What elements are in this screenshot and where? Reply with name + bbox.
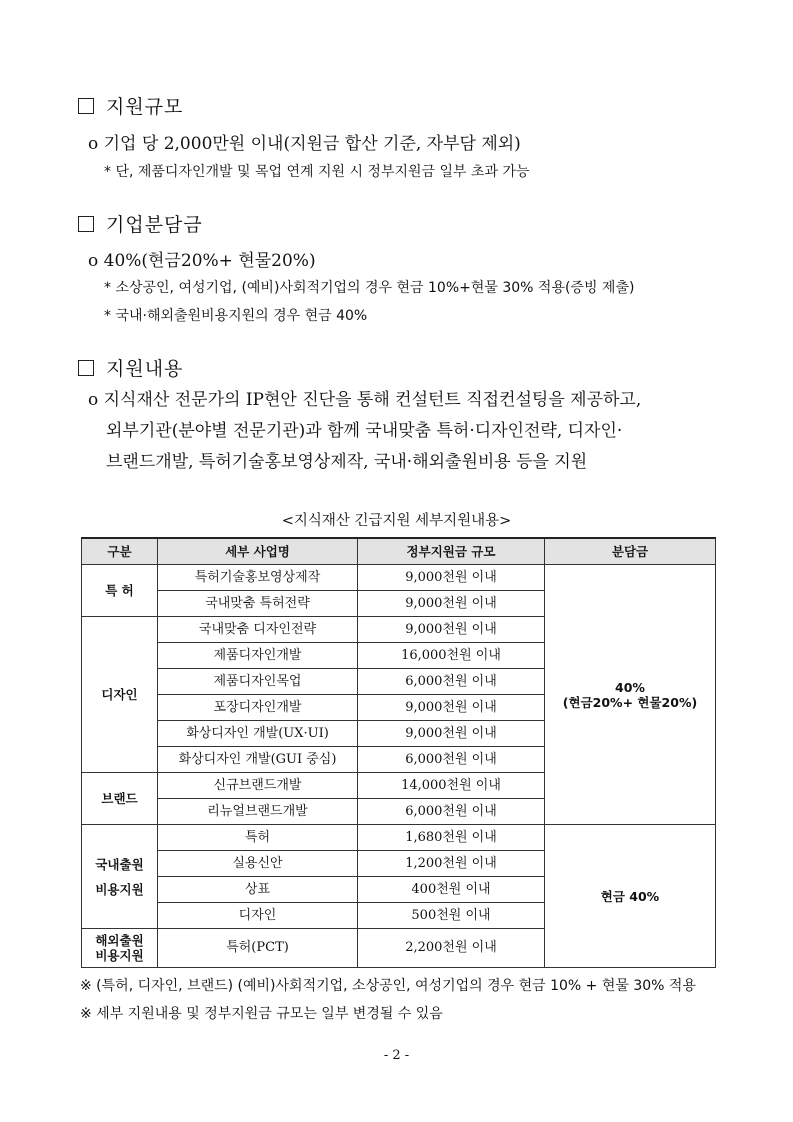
category-design: 디자인 (82, 617, 158, 773)
share-filing: 현금 40% (545, 825, 716, 968)
program-amount: 9,000천원 이내 (358, 591, 545, 617)
category-patent: 특 허 (82, 565, 158, 617)
footnote-1: ※ (특허, 디자인, 브랜드) (예비)사회적기업, 소상공인, 여성기업의 경우 현금 10% + 현물 30% 적용 (80, 978, 696, 994)
page-number: - 2 - (383, 1048, 410, 1063)
program-amount: 9,000천원 이내 (358, 721, 545, 747)
program-name: 실용신안 (158, 851, 358, 877)
program-amount: 6,000천원 이내 (358, 669, 545, 695)
program-name: 신규브랜드개발 (158, 773, 358, 799)
program-amount: 9,000천원 이내 (358, 617, 545, 643)
program-name: 국내맞춤 디자인전략 (158, 617, 358, 643)
content-paragraph: o 지식재산 전문가의 IP현안 진단을 통해 컨설턴트 직접컨설팅을 제공하고, 외부기관(분야별 전문기관)과 함께 국내맞춤 특허·디자인전략, 디자인· 브랜드개발, 특허기술홍보영상제작, 국내·해외출원비용 등을 지원 (88, 390, 642, 472)
program-amount: 400천원 이내 (358, 877, 545, 903)
share-general: 40% (현금20%+ 현물20%) (545, 565, 716, 825)
program-amount: 9,000천원 이내 (358, 695, 545, 721)
program-amount: 1,680천원 이내 (358, 825, 545, 851)
table-caption: <지식재산 긴급지원 세부지원내용> (281, 513, 512, 529)
table-row (82, 565, 716, 591)
header-amount: 정부지원금 규모 (358, 538, 545, 565)
program-name: 디자인 (158, 903, 358, 929)
header-share: 분담금 (545, 538, 716, 565)
support-table (81, 537, 716, 968)
checkbox-square-icon (78, 98, 94, 114)
header-program: 세부 사업명 (158, 538, 358, 565)
scale-bullet: o 기업 당 2,000만원 이내(지원금 합산 기준, 자부담 제외) (88, 134, 521, 154)
program-name: 제품디자인목업 (158, 669, 358, 695)
program-amount: 9,000천원 이내 (358, 565, 545, 591)
checkbox-square-icon (78, 216, 94, 232)
program-amount: 16,000천원 이내 (358, 643, 545, 669)
program-name: 특허(PCT) (158, 929, 358, 968)
header-category: 구분 (82, 538, 158, 565)
scale-note: * 단, 제품디자인개발 및 목업 연계 지원 시 정부지원금 일부 초과 가능 (104, 164, 530, 180)
program-amount: 1,200천원 이내 (358, 851, 545, 877)
table-row (82, 825, 716, 851)
program-amount: 6,000천원 이내 (358, 799, 545, 825)
table-header-row (82, 538, 716, 565)
footnote-2: ※ 세부 지원내용 및 정부지원금 규모는 일부 변경될 수 있음 (80, 1006, 443, 1022)
share-note-2: * 국내·해외출원비용지원의 경우 현금 40% (104, 308, 368, 324)
program-name: 포장디자인개발 (158, 695, 358, 721)
program-name: 리뉴얼브랜드개발 (158, 799, 358, 825)
program-amount: 500천원 이내 (358, 903, 545, 929)
program-name: 특허기술홍보영상제작 (158, 565, 358, 591)
checkbox-square-icon (78, 360, 94, 376)
section-heading-share: 기업분담금 (78, 210, 203, 237)
section-heading-scale: 지원규모 (78, 92, 183, 119)
program-name: 제품디자인개발 (158, 643, 358, 669)
program-name: 특허 (158, 825, 358, 851)
program-name: 국내맞춤 특허전략 (158, 591, 358, 617)
program-name: 화상디자인 개발(GUI 중심) (158, 747, 358, 773)
program-amount: 2,200천원 이내 (358, 929, 545, 968)
program-amount: 6,000천원 이내 (358, 747, 545, 773)
category-brand: 브랜드 (82, 773, 158, 825)
category-domestic-filing: 국내출원 비용지원 (82, 825, 158, 929)
share-note-1: * 소상공인, 여성기업, (예비)사회적기업의 경우 현금 10%+현물 30% 적용(증빙 제출) (104, 280, 635, 296)
program-amount: 14,000천원 이내 (358, 773, 545, 799)
program-name: 상표 (158, 877, 358, 903)
section-heading-content: 지원내용 (78, 354, 183, 381)
program-name: 화상디자인 개발(UX·UI) (158, 721, 358, 747)
share-bullet: o 40%(현금20%+ 현물20%) (88, 251, 316, 271)
category-overseas-filing: 해외출원 비용지원 (82, 929, 158, 968)
